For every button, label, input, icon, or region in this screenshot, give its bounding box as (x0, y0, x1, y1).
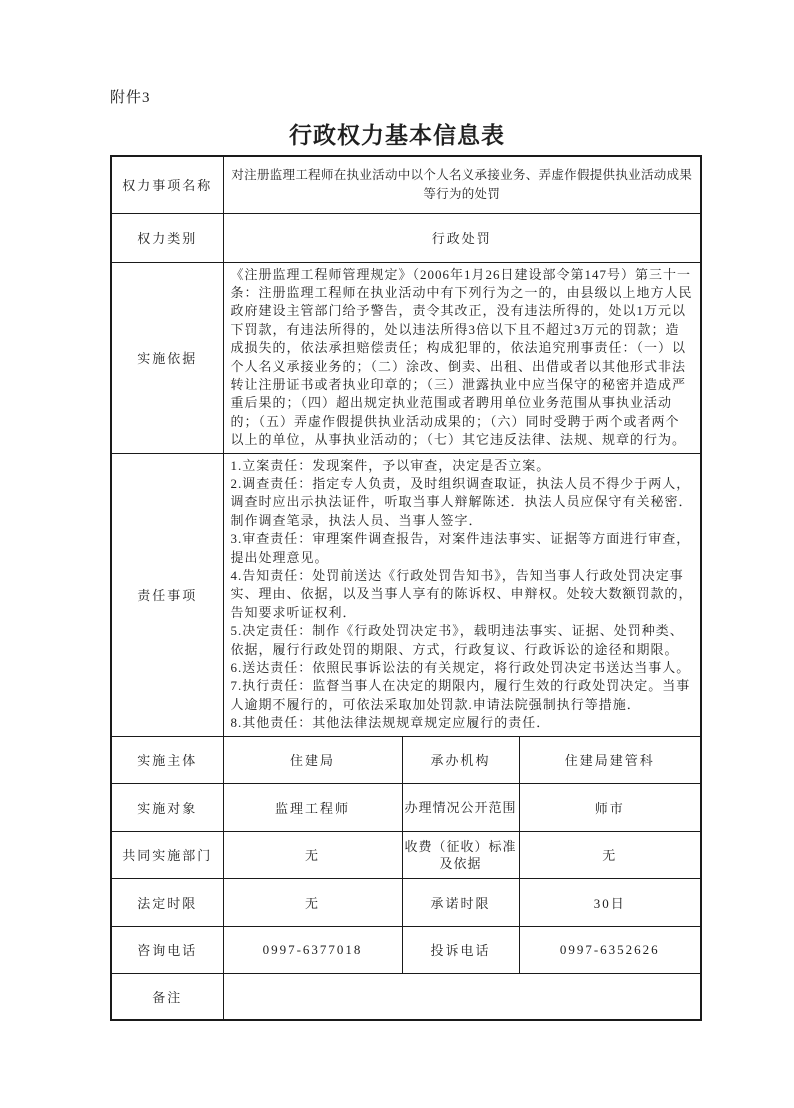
row-responsibilities (111, 453, 701, 736)
label-disclosure-scope: 办理情况公开范围 (402, 783, 519, 831)
value-fee-standard: 无 (519, 831, 701, 878)
label-power-category: 权力类别 (111, 213, 223, 262)
label-statutory-time-limit: 法定时限 (111, 878, 223, 926)
row-time-limits (111, 878, 701, 926)
label-implementation-target: 实施对象 (111, 783, 223, 831)
responsibility-item: 1.立案责任：发现案件，予以审查，决定是否立案。 (230, 457, 551, 473)
value-promised-time-limit: 30日 (519, 878, 701, 926)
responsibility-item: 3.审查责任：审理案件调查报告，对案件违法事实、证据等方面进行审查，提出处理意见。 (230, 531, 691, 565)
label-implementing-body: 实施主体 (111, 736, 223, 783)
responsibility-item: 5.决定责任：制作《行政处罚决定书》，载明违法事实、证据、处罚种类、依据，履行行政处罚的期限、方式，行政复议、行政诉讼的途径和期限。 (230, 623, 684, 657)
label-remark: 备注 (111, 973, 223, 1020)
responsibility-item: 8.其他责任：其他法律法规规章规定应履行的责任． (230, 715, 551, 731)
value-handling-agency: 住建局建管科 (519, 736, 701, 783)
row-power-category (111, 213, 701, 262)
document-title: 行政权力基本信息表 (289, 123, 505, 148)
value-implementation-target: 监理工程师 (223, 783, 402, 831)
value-implementing-body: 住建局 (223, 736, 402, 783)
label-promised-time-limit: 承诺时限 (402, 878, 519, 926)
attachment-label: 附件3 (110, 90, 151, 106)
responsibility-item: 7.执行责任：监督当事人在决定的期限内，履行生效的行政处罚决定。当事人逾期不履行的，可依法采取加处罚款.申请法院强制执行等措施． (230, 678, 691, 712)
label-responsibilities: 责任事项 (111, 453, 223, 736)
row-joint-departments (111, 831, 701, 878)
value-remark (223, 973, 701, 1020)
row-implementation-target (111, 783, 701, 831)
value-joint-departments: 无 (223, 831, 402, 878)
value-implementation-basis: 《注册监理工程师管理规定》（2006年1月26日建设部令第147号）第三十一条：注册监理工程师在执业活动中有下列行为之一的，由县级以上地方人民政府建设主管部门给予警告，责令其改正，没有违法所得的，处以1万元以下罚款，有违法所得的，处以违法所得3倍以下且不超过3万元的罚款；造成损失的，依法承担赔偿责任；构成犯罪的，依法追究刑事责任：（一）以个人名义承接业务的；（二）涂改、倒卖、出租、出借或者以其他形式非法转让注册证书或者执业印章的；（三）泄露执业中应当保守的秘密并造成严重后果的；（四）超出规定执业范围或者聘用单位业务范围从事执业活动的；（五）弄虚作假提供执业活动成果的；（六）同时受聘于两个或者两个以上的单位，从事执业活动的；（七）其它违反法律、法规、规章的行为。 (223, 262, 701, 453)
value-consultation-phone: 0997-6377018 (223, 926, 402, 973)
value-statutory-time-limit: 无 (223, 878, 402, 926)
value-power-item-name: 对注册监理工程师在执业活动中以个人名义承接业务、弄虚作假提供执业活动成果等行为的处罚 (223, 156, 701, 213)
value-complaint-phone: 0997-6352626 (519, 926, 701, 973)
responsibility-item: 4.告知责任：处罚前送达《行政处罚告知书》，告知当事人行政处罚决定事实、理由、依据，以及当事人享有的陈诉权、申辩权。处较大数额罚款的，告知要求听证权利． (230, 568, 693, 620)
value-responsibilities (223, 453, 701, 736)
row-implementing-body (111, 736, 701, 783)
row-power-item (111, 156, 701, 213)
label-handling-agency: 承办机构 (402, 736, 519, 783)
label-joint-departments: 共同实施部门 (111, 831, 223, 878)
responsibility-item: 2.调查责任：指定专人负责，及时组织调查取证，执法人员不得少于两人，调查时应出示执法证件，听取当事人辩解陈述．执法人员应保守有关秘密．制作调查笔录，执法人员、当事人签字． (230, 475, 693, 528)
label-complaint-phone: 投诉电话 (402, 926, 519, 973)
info-table (110, 155, 702, 1021)
responsibility-item: 6.送达责任：依照民事诉讼法的有关规定，将行政处罚决定书送达当事人。 (230, 660, 691, 676)
value-disclosure-scope: 师市 (519, 783, 701, 831)
label-implementation-basis: 实施依据 (111, 262, 223, 453)
label-consultation-phone: 咨询电话 (111, 926, 223, 973)
value-power-category: 行政处罚 (223, 213, 701, 262)
label-power-item-name: 权力事项名称 (111, 156, 223, 213)
label-fee-standard: 收费（征收）标准及依据 (402, 831, 519, 878)
row-implementation-basis (111, 262, 701, 453)
row-remark (111, 973, 701, 1020)
row-phones (111, 926, 701, 973)
